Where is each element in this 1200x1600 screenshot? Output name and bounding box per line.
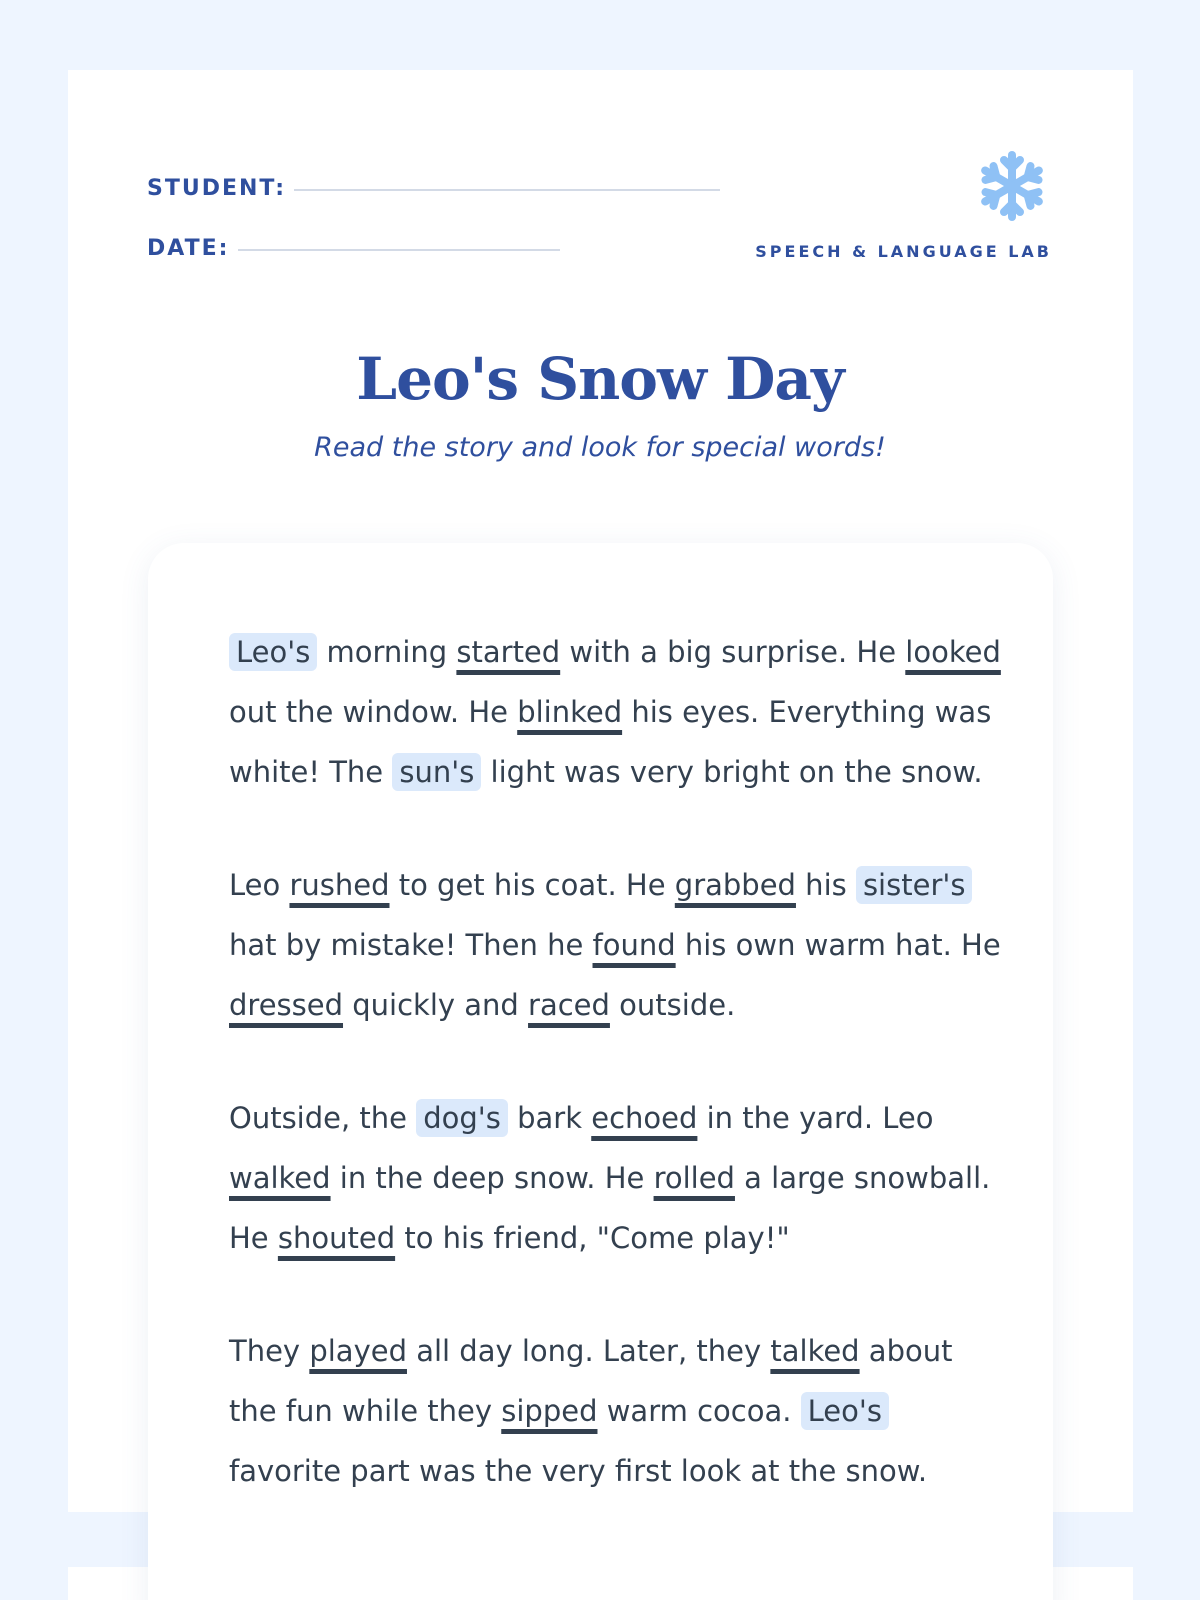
story-text-segment: his own warm hat. He (675, 928, 1001, 962)
story-paragraph (229, 1321, 1009, 1501)
story-text-segment: warm cocoa. (597, 1394, 801, 1428)
past-tense-verb: raced (528, 988, 610, 1022)
story-text-segment: all day long. Later, they (406, 1334, 771, 1368)
past-tense-verb: started (456, 635, 561, 669)
lab-name: SPEECH & LANGUAGE LAB (755, 242, 1052, 261)
story-text-segment: with a big surprise. He (560, 635, 906, 669)
past-tense-verb: played (309, 1334, 407, 1368)
past-tense-verb: rolled (653, 1161, 735, 1195)
story-text-segment: light was very bright on the snow. (481, 755, 983, 789)
student-label: STUDENT: (147, 176, 287, 201)
story-text-segment: in the deep snow. He (330, 1161, 654, 1195)
possessive-word: Leo's (801, 1392, 889, 1430)
story-paragraph (229, 1088, 1009, 1268)
past-tense-verb: found (592, 928, 676, 962)
past-tense-verb: shouted (277, 1221, 396, 1255)
past-tense-verb: talked (770, 1334, 860, 1368)
possessive-word: dog's (416, 1099, 508, 1137)
possessive-word: sun's (392, 753, 481, 791)
past-tense-verb: echoed (591, 1101, 698, 1135)
date-line[interactable] (238, 249, 560, 251)
past-tense-verb: looked (905, 635, 1001, 669)
page-subtitle: Read the story and look for special words! (314, 432, 886, 463)
snowflake-icon (972, 150, 1052, 222)
story-paragraph (229, 855, 1009, 1035)
past-tense-verb: dressed (229, 988, 344, 1022)
past-tense-verb: walked (229, 1161, 331, 1195)
possessive-word: Leo's (229, 633, 317, 671)
date-label: DATE: (147, 236, 230, 261)
story-text-segment: about the fun while they (229, 1334, 953, 1428)
story-text-segment: his eyes. Everything was white! The (229, 695, 992, 789)
story-text-segment: Leo (229, 868, 290, 902)
story-text-segment: hat by mistake! Then he (229, 928, 593, 962)
student-name-line[interactable] (294, 189, 720, 191)
story-text-segment: to get his coat. He (389, 868, 675, 902)
possessive-word: sister's (856, 866, 973, 904)
story-text-segment: out the window. He (229, 695, 518, 729)
story-text-segment: Outside, the (229, 1101, 417, 1135)
page-title: Leo's Snow Day (356, 345, 844, 413)
story-text-segment: outside. (609, 988, 736, 1022)
story-text-segment: favorite part was the very first look at the snow. (229, 1454, 928, 1488)
story-text-segment: a large snowball. He (229, 1161, 991, 1255)
story-text-segment: bark (507, 1101, 592, 1135)
story-paragraph (229, 622, 1009, 802)
story-text-segment: quickly and (343, 988, 529, 1022)
story-text-segment: morning (317, 635, 457, 669)
story-text-segment: his (795, 868, 856, 902)
story-text-segment: to his friend, "Come play!" (395, 1221, 790, 1255)
story-text (229, 622, 1009, 1554)
story-text-segment: They (229, 1334, 310, 1368)
past-tense-verb: rushed (289, 868, 390, 902)
past-tense-verb: sipped (501, 1394, 598, 1428)
past-tense-verb: blinked (517, 695, 623, 729)
past-tense-verb: grabbed (674, 868, 796, 902)
story-text-segment: in the yard. Leo (697, 1101, 934, 1135)
